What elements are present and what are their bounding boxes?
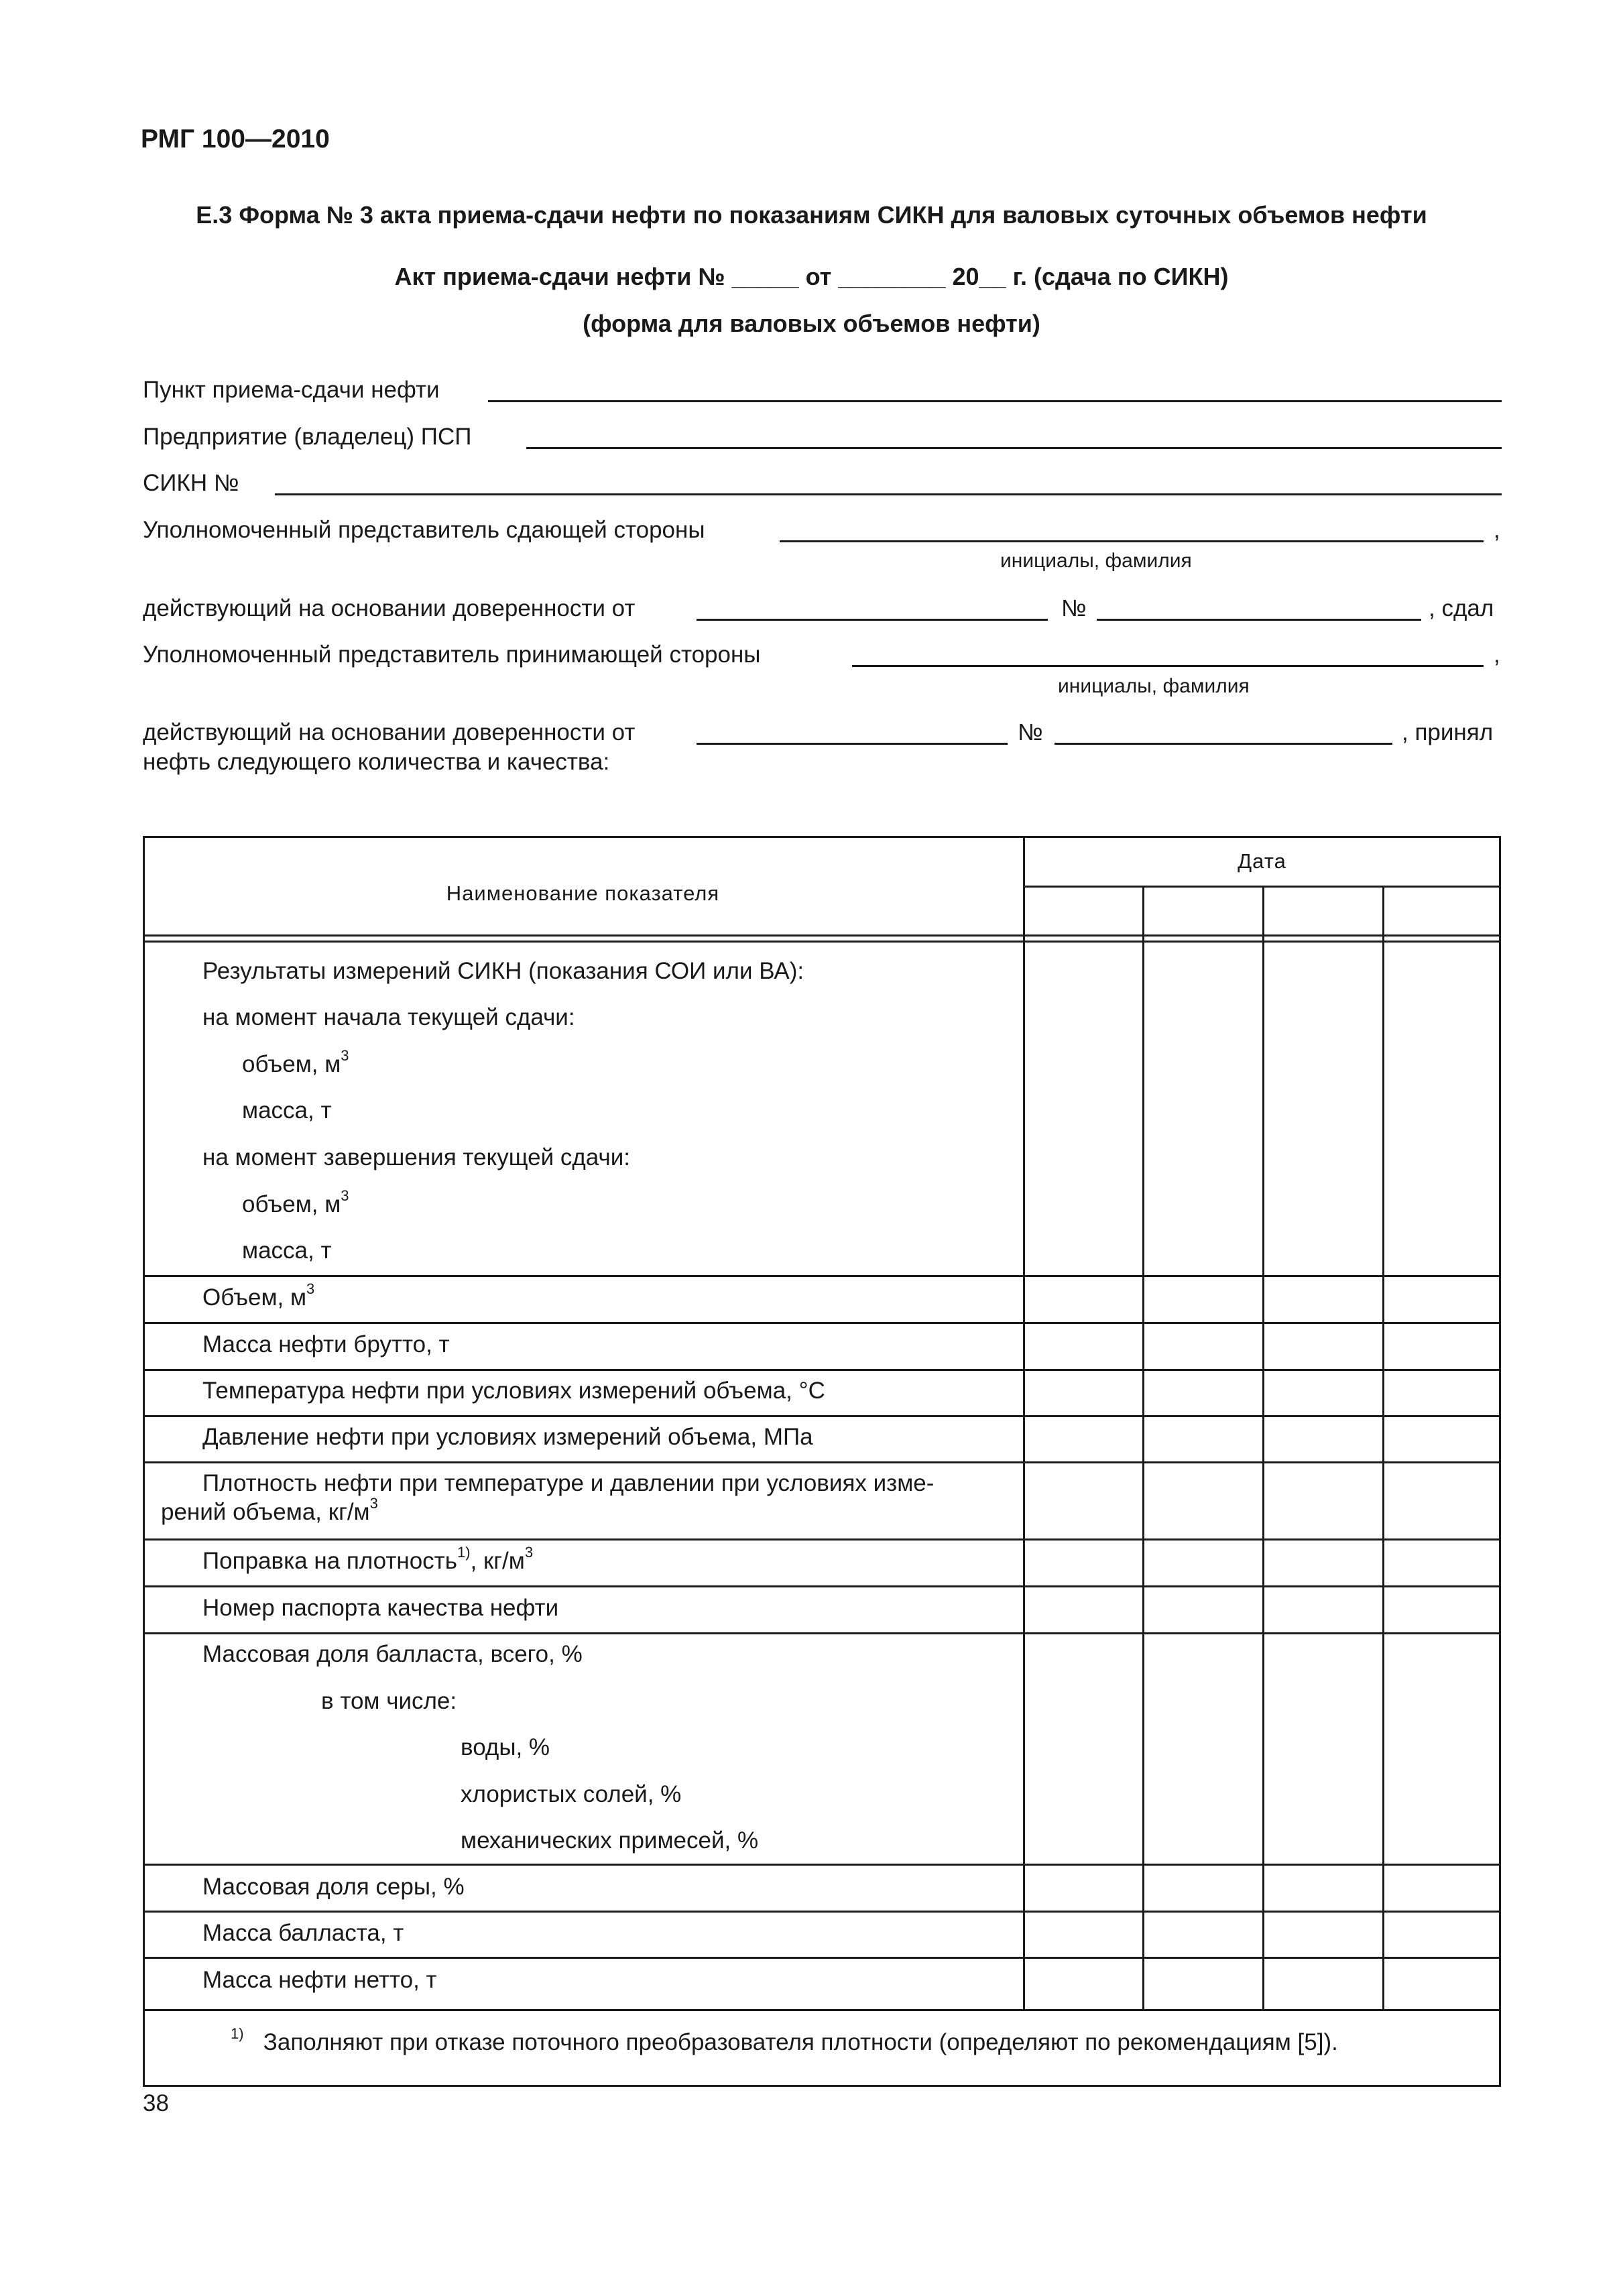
- row-divider: [143, 1957, 1501, 1959]
- row-divider: [143, 1275, 1501, 1277]
- oil-acceptance-table: [143, 836, 1501, 2087]
- row-label: объем, $м^3$: [242, 1047, 349, 1077]
- row-label: воды, %: [461, 1734, 550, 1760]
- row-label: масса, т: [242, 1097, 332, 1124]
- row-label: в том числе:: [321, 1688, 457, 1714]
- row-divider: [143, 2009, 1501, 2011]
- row-divider: [143, 1632, 1501, 1634]
- accepted-label: , принял: [1402, 719, 1494, 745]
- date-column-divider: [1382, 886, 1384, 2009]
- row-label: Объем, $м^3$: [202, 1280, 315, 1311]
- header-divider: [143, 941, 1501, 943]
- row-divider: [143, 1461, 1501, 1463]
- row-label: Температура нефти при условиях измерений объема, °С: [202, 1378, 825, 1404]
- point-label: Пункт приема-сдачи нефти: [143, 377, 440, 403]
- row-label: Масса нефти брутто, т: [202, 1331, 450, 1357]
- row-divider: [143, 1585, 1501, 1587]
- footnote: $^{1)}$ Заполняют при отказе поточного преобразователя плотности (определяют по рекомендациям [5]).: [231, 2025, 1338, 2055]
- handed-over-label: , сдал: [1429, 595, 1494, 621]
- proxy-date-field[interactable]: [697, 743, 1008, 745]
- row-label: объем, $м^3$: [242, 1187, 349, 1217]
- row-divider: [143, 1322, 1501, 1324]
- row-label: Плотность нефти при температуре и давлении при условиях изме-: [202, 1470, 935, 1496]
- row-divider: [143, 1369, 1501, 1371]
- header-divider: [143, 934, 1501, 936]
- row-label: хлористых солей, %: [461, 1781, 682, 1807]
- comma: ,: [1494, 642, 1500, 668]
- column-header-date: Дата: [1238, 849, 1286, 873]
- acting-label: действующий на основании доверенности от: [143, 595, 636, 621]
- act-subtitle: (форма для валовых объемов нефти): [583, 310, 1040, 337]
- row-divider: [143, 1864, 1501, 1866]
- proxy-number-field[interactable]: [1097, 619, 1421, 621]
- row-divider: [143, 1415, 1501, 1417]
- enterprise-field[interactable]: [526, 447, 1502, 449]
- row-label: на момент завершения текущей сдачи:: [202, 1144, 630, 1170]
- number-sign: №: [1018, 719, 1043, 745]
- row-label: Давление нефти при условиях измерений объема, МПа: [202, 1424, 813, 1450]
- section-title: Е.3 Форма № 3 акта приема-сдачи нефти по показаниям СИКН для валовых суточных объемов нефти: [196, 201, 1427, 229]
- row-label: механических примесей, %: [461, 1827, 759, 1854]
- sikn-label: СИКН №: [143, 470, 239, 496]
- act-title: Акт приема-сдачи нефти № _____ от ________ 20__ г. (сдача по СИКН): [394, 263, 1229, 290]
- document-id: РМГ 100—2010: [141, 125, 330, 154]
- row-label: Масса нефти нетто, т: [202, 1967, 437, 1993]
- comma: ,: [1494, 517, 1500, 543]
- column-header-indicator: Наименование показателя: [446, 882, 720, 905]
- row-label: Массовая доля балласта, всего, %: [202, 1641, 583, 1667]
- row-label: Массовая доля серы, %: [202, 1874, 465, 1900]
- row-label: на момент начала текущей сдачи:: [202, 1004, 575, 1030]
- row-label: Номер паспорта качества нефти: [202, 1595, 559, 1621]
- rep-giving-field[interactable]: [780, 540, 1484, 542]
- page-number: 38: [143, 2090, 169, 2116]
- rep-giving-label: Уполномоченный представитель сдающей стороны: [143, 517, 705, 543]
- acting-label: действующий на основании доверенности от: [143, 719, 636, 745]
- row-divider: [143, 1911, 1501, 1913]
- initials-hint: инициалы, фамилия: [1058, 675, 1250, 697]
- rep-receiving-field[interactable]: [852, 665, 1484, 667]
- date-column-divider: [1142, 886, 1144, 2009]
- proxy-date-field[interactable]: [697, 619, 1048, 621]
- rep-receiving-label: Уполномоченный представитель принимающей стороны: [143, 642, 761, 668]
- column-divider: [1023, 836, 1025, 2009]
- enterprise-label: Предприятие (владелец) ПСП: [143, 424, 472, 450]
- number-sign: №: [1061, 595, 1087, 621]
- proxy-number-field[interactable]: [1055, 743, 1392, 745]
- initials-hint: инициалы, фамилия: [1000, 550, 1192, 572]
- point-field[interactable]: [488, 400, 1502, 402]
- row-label: рений объема, $кг/м^3$: [161, 1495, 378, 1525]
- closing-text: нефть следующего количества и качества:: [143, 749, 610, 775]
- row-label: Поправка на плотность$^{1)}$, $кг/м^3$: [202, 1544, 534, 1574]
- row-label: Масса балласта, т: [202, 1920, 404, 1946]
- row-label: масса, т: [242, 1237, 332, 1264]
- date-column-divider: [1262, 886, 1264, 2009]
- row-label: Результаты измерений СИКН (показания СОИ или ВА):: [202, 958, 804, 984]
- sikn-field[interactable]: [275, 493, 1502, 495]
- row-divider: [143, 1538, 1501, 1540]
